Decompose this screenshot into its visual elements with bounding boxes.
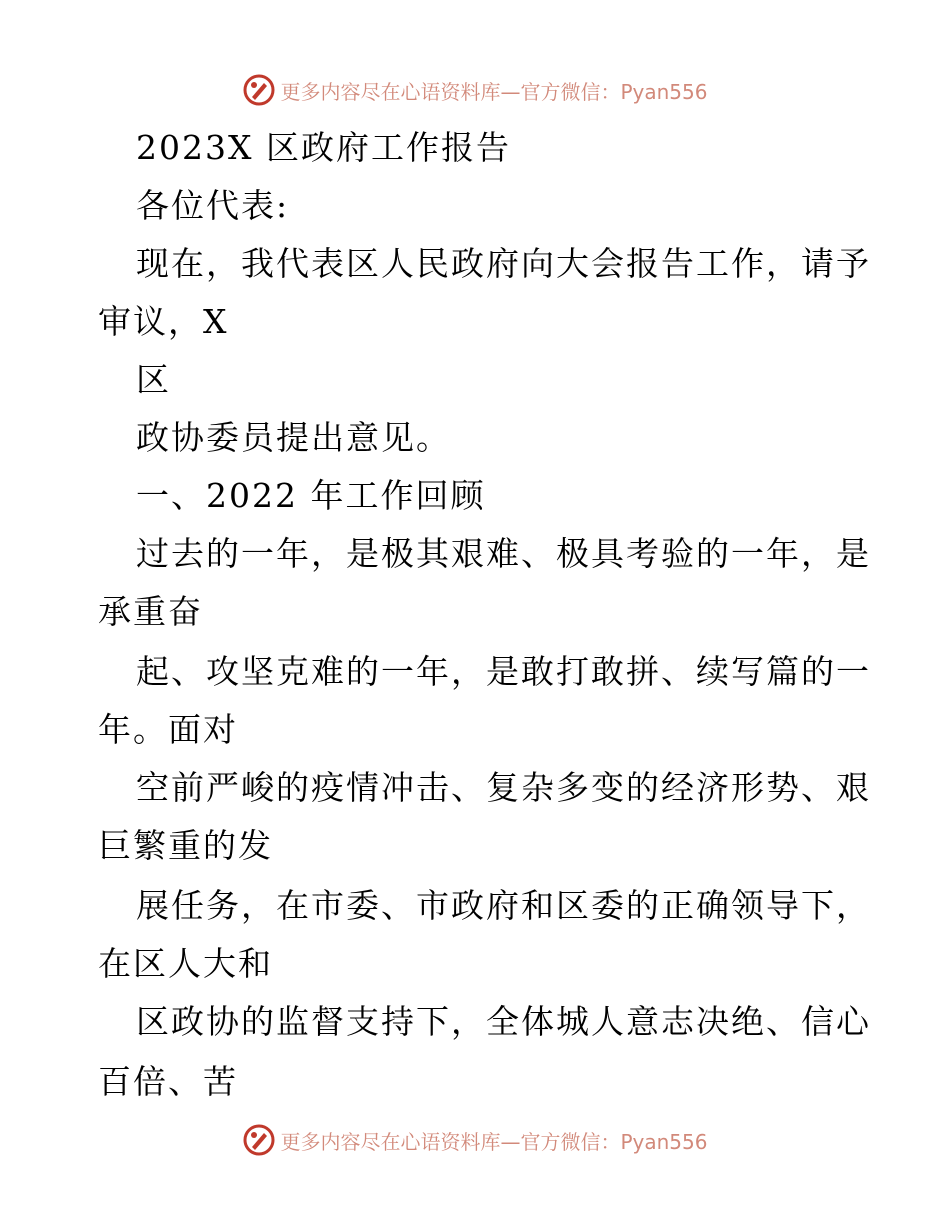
paragraph-line: 在区人大和 [98,944,273,983]
paragraph-line: 百倍、苦 [98,1062,238,1101]
brand-logo-icon [242,1123,276,1157]
paragraph-line: 审议，X [98,302,229,341]
paragraph-line: 空前严峻的疫情冲击、复杂多变的经济形势、艰 [136,768,871,807]
paragraph-line: 政协委员提出意见。 [136,418,451,457]
watermark-text: 更多内容尽在心语资料库—官方微信：Pyan556 [280,79,708,104]
header-watermark [0,70,950,110]
footer-watermark [0,1120,950,1160]
paragraph-line: 巨繁重的发 [98,826,273,865]
brand-logo-icon [242,73,276,107]
watermark-text: 更多内容尽在心语资料库—官方微信：Pyan556 [280,1129,708,1154]
paragraph-line: 展任务，在市委、市政府和区委的正确领导下， [136,886,871,925]
paragraph-line: 承重奋 [98,592,203,631]
section-heading: 一、2022 年工作回顾 [136,476,486,515]
paragraph-line: 区 [136,360,171,399]
paragraph-line: 区政协的监督支持下，全体城人意志决绝、信心 [136,1002,871,1041]
paragraph-line: 起、攻坚克难的一年，是敢打敢拼、续写篇的一 [136,652,871,691]
paragraph-line: 现在，我代表区人民政府向大会报告工作，请予 [136,244,871,283]
paragraph-line: 年。面对 [98,710,238,749]
salutation: 各位代表: [136,186,290,225]
paragraph-line: 过去的一年，是极其艰难、极具考验的一年，是 [136,534,871,573]
document-title: 2023X 区政府工作报告 [136,128,511,167]
